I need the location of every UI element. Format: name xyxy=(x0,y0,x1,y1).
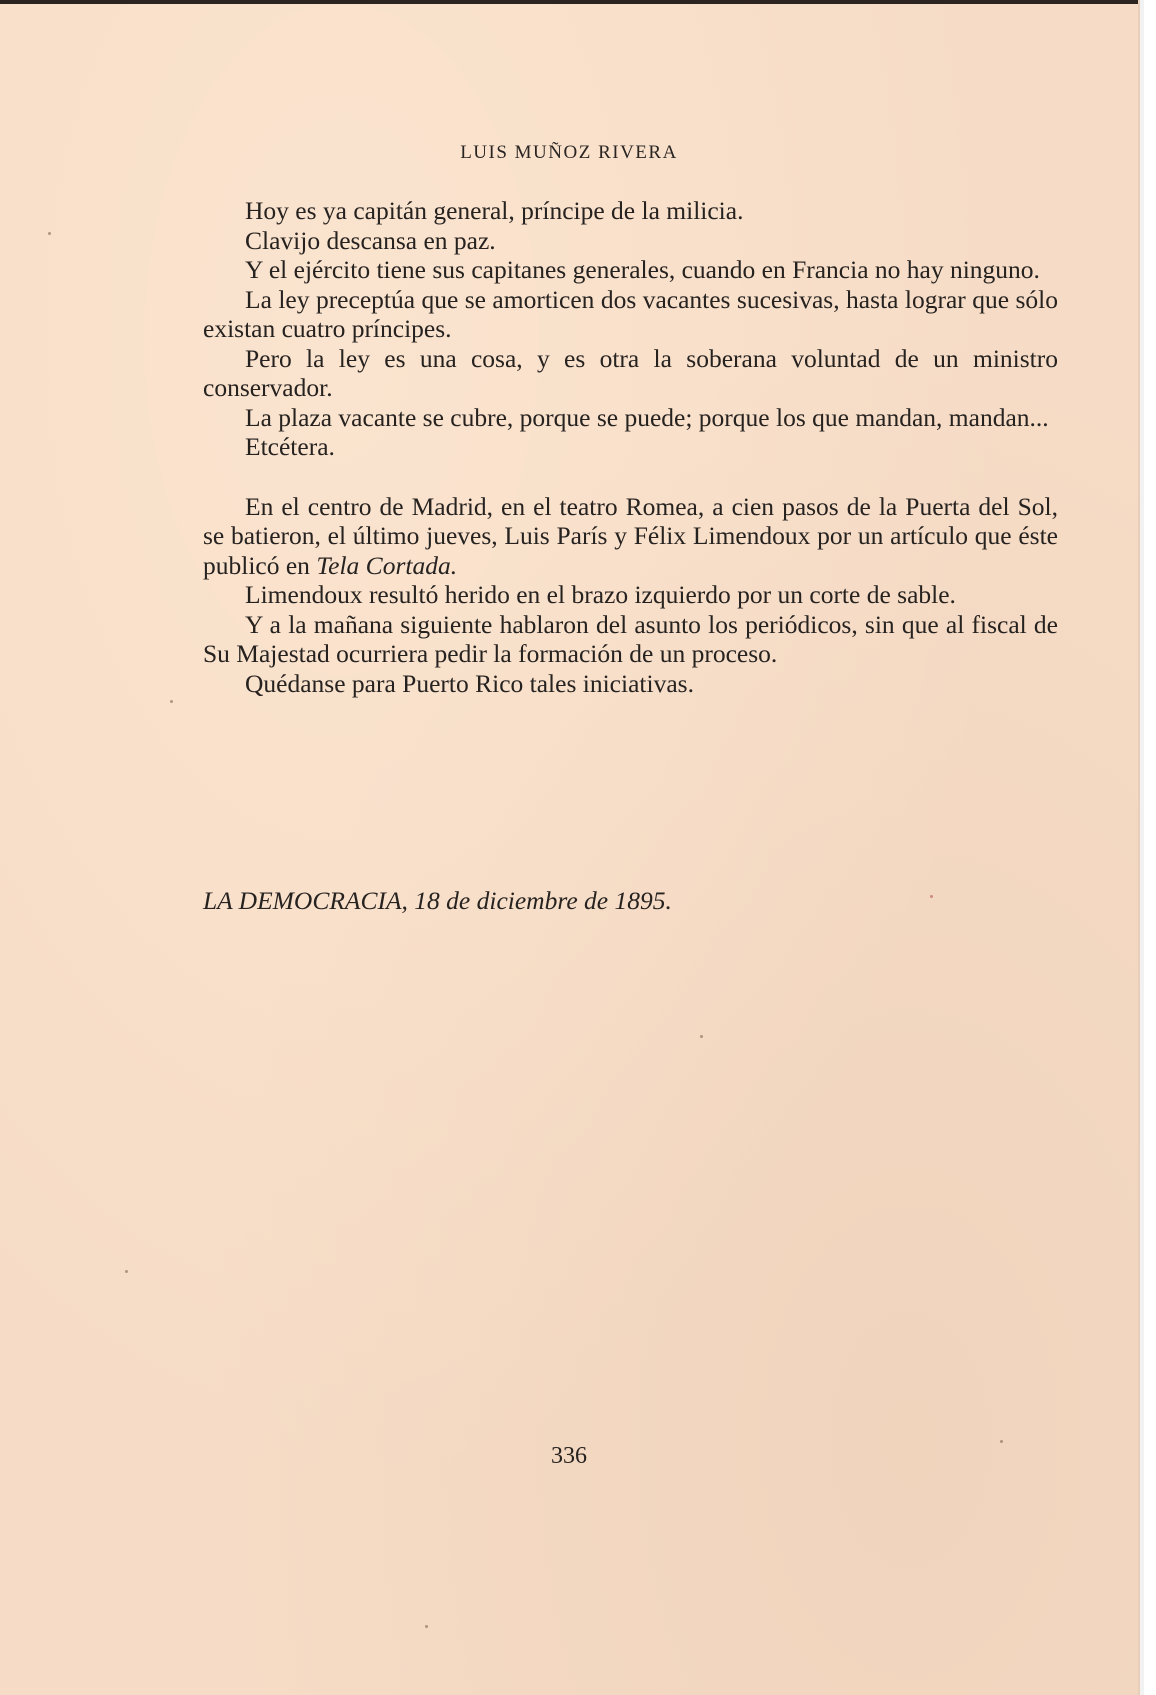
paragraph: La ley preceptúa que se amorticen dos vacantes sucesivas, hasta lograr que sólo existan cuatro príncipes. xyxy=(203,284,1058,343)
paragraph: Quédanse para Puerto Rico tales iniciativas. xyxy=(245,668,694,698)
newspaper-title: Tela Cortada. xyxy=(316,550,458,580)
paper-speck xyxy=(425,1625,428,1628)
page-top-edge xyxy=(0,0,1138,4)
paragraph: Limendoux resultó herido en el brazo izquierdo por un corte de sable. xyxy=(245,580,956,609)
paragraph: Pero la ley es una cosa, y es otra la soberana voluntad de un ministro conservador. xyxy=(203,343,1058,402)
paragraph: Etcétera. xyxy=(245,432,335,461)
paper-speck xyxy=(1000,1440,1003,1443)
paper-speck xyxy=(170,700,173,703)
paragraph: La plaza vacante se cubre, porque se puede; porque los que mandan, mandan... xyxy=(245,402,1049,432)
source-citation: LA DEMOCRACIA, 18 de diciembre de 1895. xyxy=(203,886,672,915)
paper-speck xyxy=(125,1270,128,1273)
section-break xyxy=(203,462,1058,492)
page-number: 336 xyxy=(551,1443,587,1469)
paragraph xyxy=(203,492,1058,581)
paragraph: Clavijo descansa en paz. xyxy=(245,225,496,255)
body-text xyxy=(203,196,1058,698)
paragraph: Y a la mañana siguiente hablaron del asunto los periódicos, sin que al fiscal de Su Majestad ocurriera pedir la formación de un proceso. xyxy=(203,609,1058,668)
paper-speck xyxy=(930,895,933,898)
paragraph-text: En el centro de Madrid, en el teatro Romea, a cien pasos de la Puerta del Sol, se batieron, el último jueves, Luis París y Félix Limendoux por un artículo que éste publicó en xyxy=(203,491,1058,580)
paragraph: Hoy es ya capitán general, príncipe de la milicia. xyxy=(245,196,744,225)
paper-speck xyxy=(700,1035,703,1038)
paragraph: Y el ejército tiene sus capitanes generales, cuando en Francia no hay ninguno. xyxy=(245,255,1040,284)
paper-speck xyxy=(48,232,51,235)
running-head: LUIS MUÑOZ RIVERA xyxy=(460,142,678,163)
